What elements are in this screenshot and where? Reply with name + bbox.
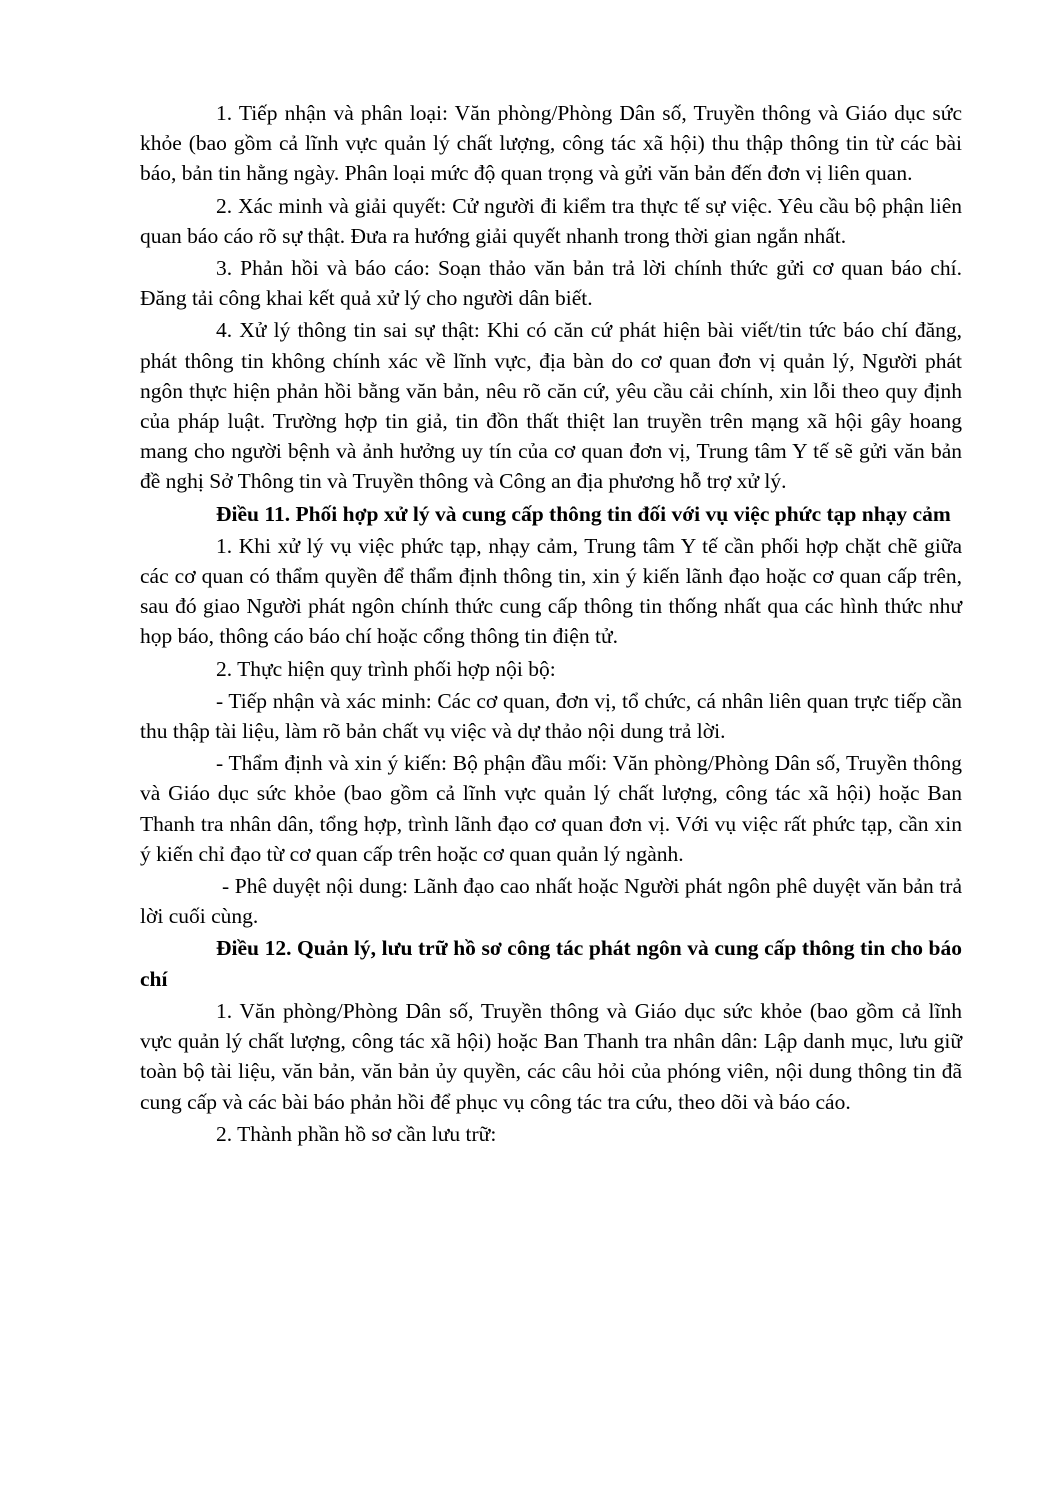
paragraph-article-12-item-1: 1. Văn phòng/Phòng Dân số, Truyền thông và Giáo dục sức khỏe (bao gồm cả lĩnh vực quản lý chất lượng, công tác xã hội) hoặc Ban Thanh tra nhân dân: Lập danh mục, lưu giữ toàn bộ tài liệu, văn bản, văn bản ủy quyền, các câu hỏi của phóng viên, nội dung thông tin đã cung cấp và các bài báo phản hồi để phục vụ công tác tra cứu, theo dõi và báo cáo. — [140, 998, 962, 1114]
paragraph-item-1-reception: 1. Tiếp nhận và phân loại: Văn phòng/Phòng Dân số, Truyền thông và Giáo dục sức khỏe (bao gồm cả lĩnh vực quản lý chất lượng, công tác xã hội) thu thập thông tin từ các bài báo, bản tin hằng ngày. Phân loại mức độ quan trọng và gửi văn bản đến đơn vị liên quan. — [140, 101, 962, 186]
article-11-heading: Điều 11. Phối hợp xử lý và cung cấp thông tin đối với vụ việc phức tạp nhạy cảm — [216, 501, 951, 526]
paragraph-bullet-approval: - Phê duyệt nội dung: Lãnh đạo cao nhất hoặc Người phát ngôn phê duyệt văn bản trả lời cuối cùng. — [140, 874, 962, 929]
article-12-heading: Điều 12. Quản lý, lưu trữ hồ sơ công tác phát ngôn và cung cấp thông tin cho báo chí — [140, 936, 962, 991]
document-page — [140, 98, 962, 1151]
paragraph-item-3-feedback: 3. Phản hồi và báo cáo: Soạn thảo văn bản trả lời chính thức gửi cơ quan báo chí. Đăng tải công khai kết quả xử lý cho người dân biết. — [140, 256, 962, 311]
paragraph-bullet-reception-verification: - Tiếp nhận và xác minh: Các cơ quan, đơn vị, tổ chức, cá nhân liên quan trực tiếp cần thu thập tài liệu, làm rõ bản chất vụ việc và dự thảo nội dung trả lời. — [140, 688, 962, 744]
paragraph-article-12-item-2: 2. Thành phần hồ sơ cần lưu trữ: — [216, 1121, 497, 1146]
paragraph-article-11-item-2: 2. Thực hiện quy trình phối hợp nội bộ: — [216, 656, 556, 681]
paragraph-item-4-false-information: 4. Xử lý thông tin sai sự thật: Khi có căn cứ phát hiện bài viết/tin tức báo chí đăng, phát thông tin không chính xác về lĩnh vực, địa bàn do cơ quan đơn vị quản lý, Người phát ngôn thực hiện phản hồi bằng văn bản, nêu rõ căn cứ, yêu cầu cải chính, xin lỗi theo quy định của pháp luật. Trường hợp tin giả, tin đồn thất thiệt lan truyền trên mạng xã hội gây hoang mang cho người bệnh và ảnh hưởng uy tín của cơ quan đơn vị, Trung tâm Y tế sẽ gửi văn bản đề nghị Sở Thông tin và Truyền thông và Công an địa phương hỗ trợ xử lý. — [140, 318, 962, 494]
paragraph-article-11-item-1: 1. Khi xử lý vụ việc phức tạp, nhạy cảm, Trung tâm Y tế cần phối hợp chặt chẽ giữa các cơ quan có thẩm quyền để thẩm định thông tin, xin ý kiến lãnh đạo hoặc cơ quan cấp trên, sau đó giao Người phát ngôn chính thức cung cấp thông tin thống nhất qua các hình thức như họp báo, thông cáo báo chí hoặc cổng thông tin điện tử. — [140, 533, 962, 649]
paragraph-item-2-verification: 2. Xác minh và giải quyết: Cử người đi kiểm tra thực tế sự việc. Yêu cầu bộ phận liên quan báo cáo rõ sự thật. Đưa ra hướng giải quyết nhanh trong thời gian ngắn nhất. — [140, 193, 962, 248]
paragraph-bullet-appraisal: - Thẩm định và xin ý kiến: Bộ phận đầu mối: Văn phòng/Phòng Dân số, Truyền thông và Giáo dục sức khỏe (bao gồm cả lĩnh vực quản lý chất lượng, công tác xã hội) hoặc Ban Thanh tra nhân dân, tổng hợp, trình lãnh đạo cơ quan đơn vị. Với vụ việc rất phức tạp, cần xin ý kiến chỉ đạo từ cơ quan cấp trên hoặc cơ quan quản lý ngành. — [140, 751, 962, 866]
